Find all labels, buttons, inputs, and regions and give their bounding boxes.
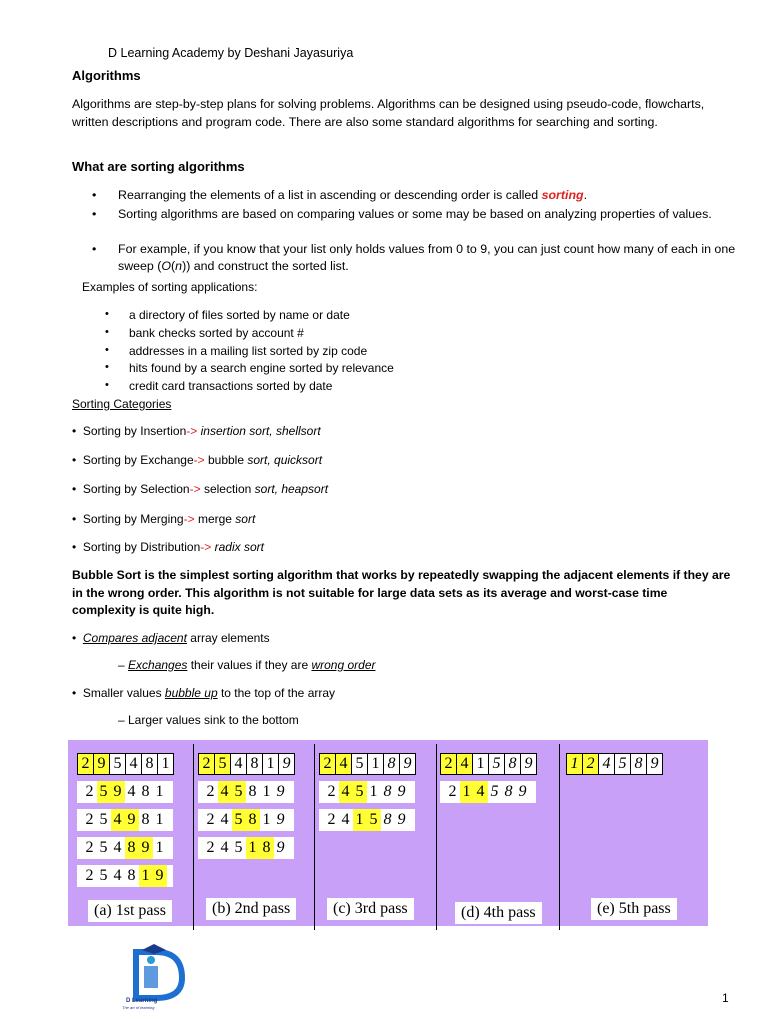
array-cell: 4 [474, 781, 488, 803]
bullet-dot: • [92, 242, 97, 256]
array-cell: 1 [567, 754, 583, 774]
array-cell: 9 [139, 837, 153, 859]
array-cell: 2 [441, 754, 457, 774]
array-cell: 2 [327, 811, 337, 828]
sorting-heading: What are sorting algorithms [72, 159, 245, 174]
category-examples: sort, heapsort [251, 482, 329, 496]
category-item [72, 453, 322, 467]
category-item [72, 512, 255, 526]
array-cell: 2 [85, 811, 95, 828]
category-item [72, 424, 321, 438]
pass-caption: (e) 5th pass [591, 898, 677, 920]
bubble-point-underlined: bubble up [164, 686, 218, 700]
array-cell: 5 [489, 754, 505, 774]
array-cell: 5 [490, 783, 500, 800]
array-cell: 5 [110, 754, 126, 774]
example-text: hits found by a search engine sorted by relevance [129, 361, 394, 376]
category-algorithm: selection [200, 482, 252, 496]
bullet-dot: • [72, 482, 83, 496]
array-cell: 1 [473, 754, 489, 774]
pass-separator [193, 744, 194, 930]
array-cell: 1 [368, 754, 384, 774]
category-label: Sorting by Merging [82, 512, 184, 526]
array-cell: 2 [199, 754, 215, 774]
example-text: addresses in a mailing list sorted by zip code [129, 343, 368, 358]
array-cell: 1 [353, 809, 367, 831]
array-cell: 5 [99, 811, 109, 828]
array-cell: 8 [127, 867, 137, 884]
pass-separator [559, 744, 560, 930]
array-cell: 4 [126, 754, 142, 774]
category-label: Sorting by Selection [82, 482, 190, 496]
sorting-emphasis: sorting [541, 188, 584, 202]
array-cell: 2 [583, 754, 599, 774]
bullet-dot: • [92, 207, 97, 221]
array-cell: 9 [276, 783, 286, 800]
array-cell: 2 [85, 867, 95, 884]
array-cell: 9 [94, 754, 110, 774]
bullet-text [118, 241, 748, 275]
array-cell: 4 [127, 783, 137, 800]
array-cell: 9 [403, 755, 412, 772]
pass-step-row [198, 837, 294, 859]
category-arrow: -> [200, 540, 212, 554]
array-cell: 8 [141, 783, 151, 800]
pass-input-row [440, 753, 537, 775]
array-cell: 5 [215, 754, 231, 774]
array-cell: 5 [97, 781, 111, 803]
array-cell: 9 [125, 809, 139, 831]
category-arrow: -> [193, 453, 205, 467]
bullet-dot: • [72, 453, 83, 467]
bubble-point-text: Smaller values [82, 686, 165, 700]
category-label: Sorting by Distribution [82, 540, 201, 554]
bullet-text-part: Rearranging the elements of a list in ascending or descending order is called [118, 188, 542, 202]
array-cell: 5 [234, 839, 244, 856]
bullet-text-part: ( [171, 259, 176, 273]
categories-heading: Sorting Categories [72, 397, 172, 411]
array-cell: 1 [262, 811, 272, 828]
array-cell: 1 [262, 783, 272, 800]
array-cell: 5 [615, 754, 631, 774]
array-cell: 4 [599, 754, 615, 774]
category-label: Sorting by Insertion [82, 424, 187, 438]
category-examples: radix sort [211, 540, 264, 554]
pass-step-row [77, 837, 173, 859]
category-arrow: -> [183, 512, 195, 526]
bubble-subpoint [118, 658, 375, 672]
pass-step-row [77, 809, 173, 831]
pass-separator [314, 744, 315, 930]
bullet-dot: • [72, 540, 83, 554]
array-cell: 4 [339, 781, 353, 803]
array-cell: 1 [139, 865, 153, 887]
array-cell: 5 [99, 867, 109, 884]
array-cell: 8 [504, 783, 514, 800]
bubble-point-underlined: Exchanges [128, 658, 188, 672]
example-text: bank checks sorted by account # [129, 325, 304, 340]
array-cell: 2 [448, 783, 458, 800]
bubble-point-text: to the top of the array [217, 686, 336, 700]
bubble-sort-figure [68, 740, 708, 926]
pass-caption: (c) 3rd pass [327, 898, 414, 920]
pass-caption: (b) 2nd pass [206, 898, 296, 920]
bubble-point-text: – [118, 658, 129, 672]
array-cell: 8 [248, 783, 258, 800]
bullet-dot: • [72, 631, 77, 645]
array-cell: 2 [206, 811, 216, 828]
category-examples: insertion sort, shellsort [197, 424, 321, 438]
array-cell: 9 [111, 781, 125, 803]
array-cell: 8 [260, 837, 274, 859]
array-cell: 2 [206, 783, 216, 800]
pass-step-row [440, 781, 536, 803]
array-cell: 5 [232, 781, 246, 803]
array-cell: 9 [276, 811, 286, 828]
category-label: Sorting by Exchange [82, 453, 194, 467]
bubble-subpoint: – Larger values sink to the bottom [118, 713, 299, 727]
logo-tagline: The art of learning [122, 1005, 155, 1010]
array-cell: 4 [220, 839, 230, 856]
logo-text: D Learning [126, 998, 158, 1004]
pass-input-row [77, 753, 174, 775]
array-cell: 1 [246, 837, 260, 859]
array-cell: 9 [524, 755, 533, 772]
array-cell: 2 [320, 754, 336, 774]
array-cell: 4 [457, 754, 473, 774]
array-cell: 1 [161, 755, 170, 772]
array-cell: 8 [125, 837, 139, 859]
intro-paragraph: Algorithms are step-by-step plans for solving problems. Algorithms can be designed using pseudo-code, flowcharts, written descriptions and program code. There are also some standard algorithms for searching and sorting. [72, 97, 705, 129]
pass-step-row [319, 781, 415, 803]
example-text: credit card transactions sorted by date [129, 379, 333, 394]
bullet-dot: • [72, 424, 83, 438]
array-cell: 4 [218, 781, 232, 803]
page-title: Algorithms [72, 68, 141, 83]
array-cell: 9 [282, 755, 291, 772]
array-cell: 9 [397, 811, 407, 828]
array-cell: 1 [155, 839, 165, 856]
category-item [72, 482, 328, 496]
category-examples: sort, quicksort [244, 453, 323, 467]
bubble-paragraph [72, 567, 732, 620]
array-cell: 1 [155, 783, 165, 800]
category-examples: sort [231, 512, 256, 526]
array-cell: 2 [206, 839, 216, 856]
pass-input-row [319, 753, 416, 775]
category-item [72, 540, 264, 554]
bullet-text-part: n [175, 259, 183, 273]
pass-caption: (d) 4th pass [455, 902, 542, 924]
array-cell: 2 [85, 783, 95, 800]
array-cell: 8 [246, 809, 260, 831]
array-cell: 8 [383, 811, 393, 828]
category-arrow: -> [189, 482, 201, 496]
array-cell: 4 [341, 811, 351, 828]
array-cell: 1 [155, 811, 165, 828]
pass-separator [436, 744, 437, 930]
array-cell: 4 [220, 811, 230, 828]
pass-step-row [77, 781, 173, 803]
bullet-dot: • [105, 308, 109, 320]
bullet-text [118, 187, 748, 204]
array-cell: 5 [232, 809, 246, 831]
bullet-text-part: )) and construct the sorted list. [182, 259, 349, 273]
page-header: D Learning Academy by Deshani Jayasuriya [108, 46, 354, 60]
bullet-dot: • [105, 343, 109, 356]
bullet-dot: • [105, 361, 109, 374]
bullet-dot: • [72, 512, 83, 526]
array-cell: 9 [518, 783, 528, 800]
pass-input-row [198, 753, 295, 775]
array-cell: 4 [336, 754, 352, 774]
array-cell: 9 [153, 865, 167, 887]
array-cell: 5 [99, 839, 109, 856]
array-cell: 1 [263, 754, 279, 774]
category-arrow: -> [186, 424, 198, 438]
category-algorithm: bubble [204, 453, 245, 467]
array-cell: 5 [367, 809, 381, 831]
array-cell: 4 [231, 754, 247, 774]
array-cell: 8 [384, 754, 400, 774]
bullet-dot: • [105, 379, 109, 392]
bullet-text: Sorting algorithms are based on comparing values or some may be based on analyzing properties of values. [118, 207, 712, 221]
array-cell: 8 [141, 811, 151, 828]
array-cell: 9 [397, 783, 407, 800]
bubble-point [72, 631, 270, 645]
pass-caption: (a) 1st pass [88, 900, 172, 922]
category-algorithm: merge [194, 512, 232, 526]
bubble-lead: Bubble Sort [72, 568, 142, 582]
array-cell: 5 [352, 754, 368, 774]
bullet-text-part: For example, if you know that your list only holds values from 0 to 9, you can just count how many of each in one sweep ( [118, 242, 736, 273]
array-cell: 8 [142, 754, 158, 774]
bubble-point-text: array elements [186, 631, 270, 645]
pass-input-row [566, 753, 663, 775]
example-text: a directory of files sorted by name or date [129, 308, 350, 322]
array-cell: 9 [276, 839, 286, 856]
array-cell: 4 [113, 839, 123, 856]
pass-step-row [198, 809, 294, 831]
array-cell: 8 [505, 754, 521, 774]
academy-logo [122, 940, 192, 1010]
bubble-point-underlined: wrong order [311, 658, 376, 672]
bubble-text: is the simplest sorting algorithm that works by repeatedly swapping the adjacent elements if they are in the wrong order. This algorithm is not suitable for large data sets as its average and worst-case time complexity is quite high. [72, 568, 731, 617]
array-cell: 2 [78, 754, 94, 774]
array-cell: 4 [111, 809, 125, 831]
pass-step-row [319, 809, 415, 831]
bullet-text-part: O [161, 259, 172, 273]
examples-heading: Examples of sorting applications: [82, 280, 258, 294]
array-cell: 2 [85, 839, 95, 856]
bullet-dot: • [72, 686, 77, 700]
array-cell: 4 [113, 867, 123, 884]
array-cell: 5 [353, 781, 367, 803]
array-cell: 8 [631, 754, 647, 774]
array-cell: 9 [650, 755, 659, 772]
array-cell: 1 [369, 783, 379, 800]
bubble-point-text: their values if they are [187, 658, 312, 672]
bullet-dot: • [105, 325, 109, 338]
array-cell: 8 [383, 783, 393, 800]
pass-step-row [77, 865, 173, 887]
array-cell: 8 [247, 754, 263, 774]
bullet-text-part: . [583, 188, 588, 202]
bubble-point [72, 686, 335, 700]
page-number: 1 [722, 991, 729, 1005]
bullet-dot: • [92, 188, 97, 202]
array-cell: 2 [327, 783, 337, 800]
bubble-point-underlined: Compares adjacent [82, 631, 187, 645]
pass-step-row [198, 781, 294, 803]
array-cell: 1 [460, 781, 474, 803]
